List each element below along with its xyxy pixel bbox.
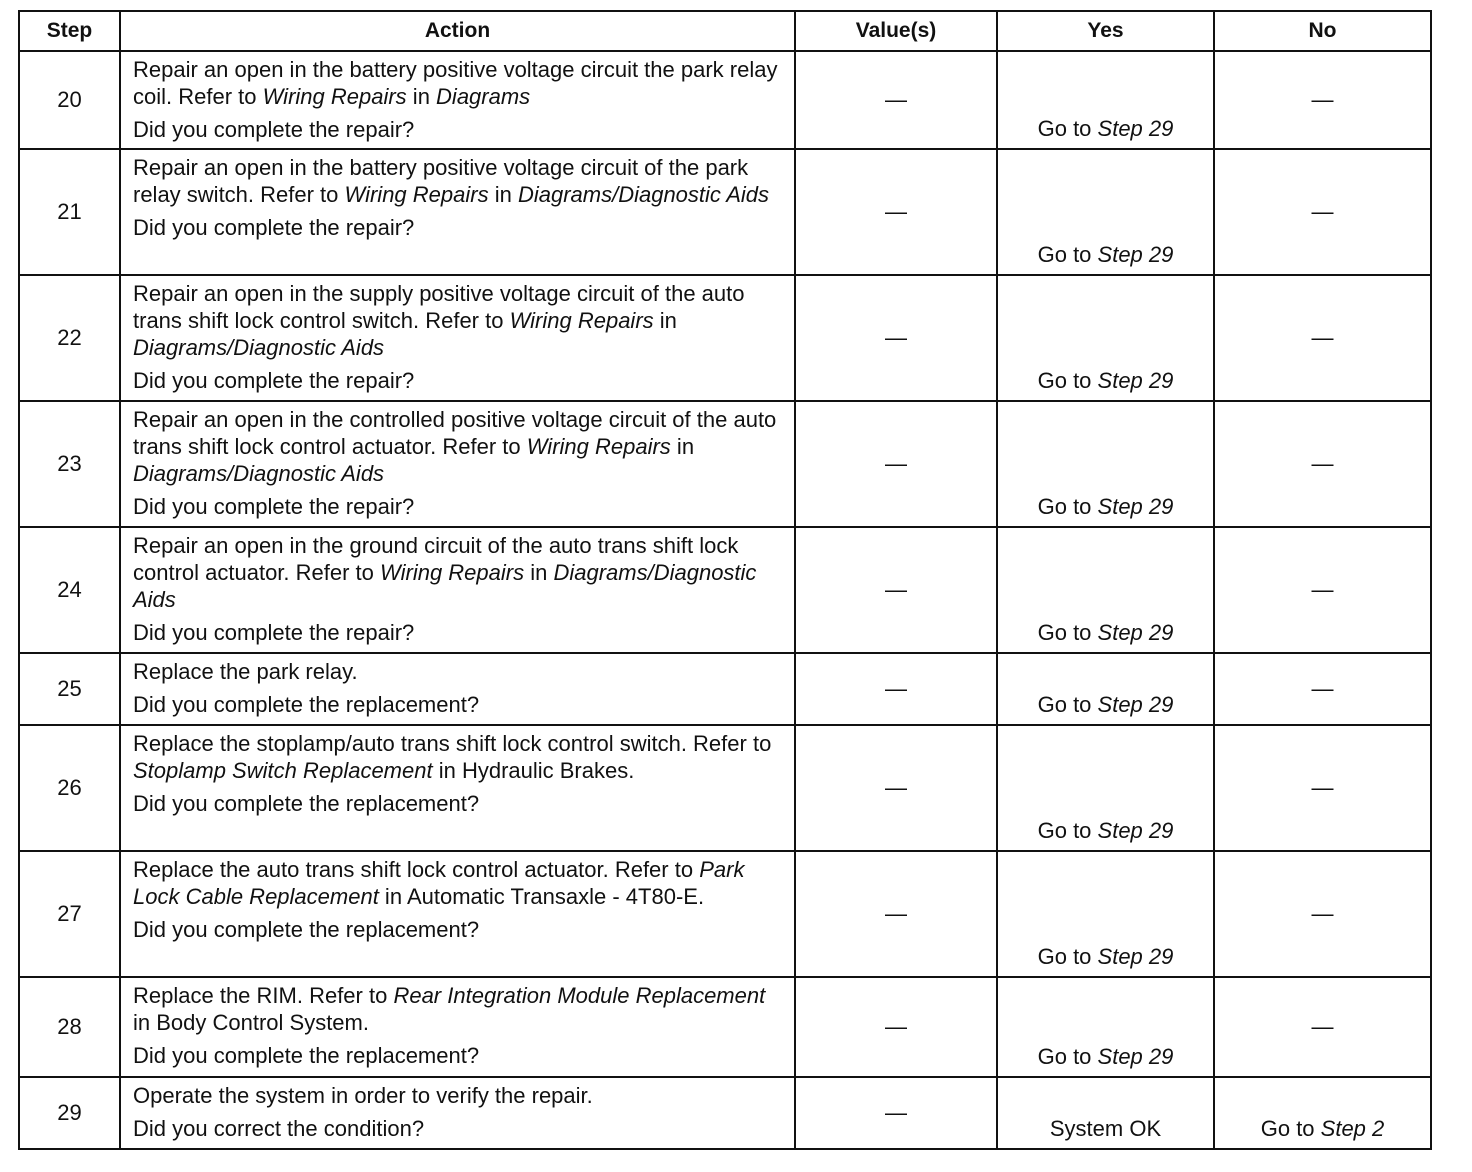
action-cell	[120, 725, 795, 851]
no-cell	[1214, 851, 1431, 977]
action-text	[133, 982, 784, 1036]
value-cell: —	[795, 527, 997, 653]
value-cell: —	[795, 401, 997, 527]
text-run: Go to	[1037, 242, 1098, 267]
yes-cell	[997, 401, 1214, 527]
reference-link-text: Step 29	[1097, 692, 1174, 717]
action-text	[133, 280, 784, 361]
no-cell	[1214, 527, 1431, 653]
reference-link-text: Step 29	[1097, 818, 1174, 843]
text-run: —	[1311, 87, 1334, 112]
action-question: Did you complete the replacement?	[133, 917, 480, 942]
reference-link-text: Step 29	[1097, 620, 1174, 645]
reference-link-text: Step 29	[1097, 1044, 1174, 1069]
step-number: 22	[19, 275, 120, 401]
reference-link-text: Park Lock Cable Replacement	[133, 857, 745, 909]
action-text	[133, 406, 784, 487]
step-number: 21	[19, 149, 120, 275]
action-cell	[120, 527, 795, 653]
text-run: Go to	[1037, 944, 1098, 969]
text-run: —	[1311, 577, 1334, 602]
header-values: Value(s)	[795, 11, 997, 51]
text-run: —	[1311, 199, 1334, 224]
action-text	[133, 532, 784, 613]
value-cell: —	[795, 51, 997, 149]
yes-cell	[997, 977, 1214, 1077]
action-text	[133, 154, 784, 208]
text-run: in	[488, 182, 518, 207]
action-question: Did you complete the repair?	[133, 368, 415, 393]
action-text	[133, 856, 784, 910]
action-cell	[120, 977, 795, 1077]
action-cell	[120, 51, 795, 149]
step-number: 25	[19, 653, 120, 725]
header-action: Action	[120, 11, 795, 51]
yes-cell	[997, 725, 1214, 851]
action-text	[133, 658, 784, 685]
reference-link-text: Wiring Repairs	[380, 560, 525, 585]
step-number: 27	[19, 851, 120, 977]
header-step: Step	[19, 11, 120, 51]
table-row	[19, 527, 1431, 653]
text-run: Go to	[1037, 1044, 1098, 1069]
step-number: 24	[19, 527, 120, 653]
no-cell	[1214, 653, 1431, 725]
value-cell: —	[795, 653, 997, 725]
yes-cell	[997, 1077, 1214, 1149]
text-run: Go to	[1037, 692, 1098, 717]
reference-link-text: Step 29	[1097, 944, 1174, 969]
text-run: Operate the system in order to verify the repair.	[133, 1083, 593, 1108]
action-cell	[120, 275, 795, 401]
text-run: —	[1311, 901, 1334, 926]
text-run: Replace the auto trans shift lock control actuator. Refer to	[133, 857, 700, 882]
reference-link-text: Step 29	[1097, 368, 1174, 393]
action-question: Did you correct the condition?	[133, 1116, 425, 1141]
action-question: Did you complete the replacement?	[133, 692, 480, 717]
no-cell	[1214, 725, 1431, 851]
value-cell: —	[795, 1077, 997, 1149]
value-cell: —	[795, 851, 997, 977]
text-run: in Body Control System.	[133, 1010, 369, 1035]
diagnostic-table	[18, 10, 1432, 1150]
text-run: in	[524, 560, 554, 585]
yes-cell	[997, 149, 1214, 275]
table-header-row	[19, 11, 1431, 51]
action-cell	[120, 653, 795, 725]
value-cell: —	[795, 275, 997, 401]
reference-link-text: Step 29	[1097, 242, 1174, 267]
yes-cell	[997, 51, 1214, 149]
value-cell: —	[795, 149, 997, 275]
reference-link-text: Stoplamp Switch Replacement	[133, 758, 433, 783]
reference-link-text: Step 29	[1097, 116, 1174, 141]
no-cell	[1214, 1077, 1431, 1149]
step-number: 23	[19, 401, 120, 527]
table-row	[19, 51, 1431, 149]
reference-link-text: Diagrams	[436, 84, 531, 109]
reference-link-text: Wiring Repairs	[344, 182, 489, 207]
table-row	[19, 725, 1431, 851]
action-cell	[120, 401, 795, 527]
action-question: Did you complete the repair?	[133, 494, 415, 519]
text-run: Replace the stoplamp/auto trans shift lock control switch. Refer to	[133, 731, 772, 756]
text-run: Repair an open in the battery positive voltage circuit of the park relay switch. Refer to	[133, 155, 749, 207]
yes-cell	[997, 851, 1214, 977]
value-cell: —	[795, 725, 997, 851]
reference-link-text: Step 29	[1097, 494, 1174, 519]
action-text	[133, 56, 784, 110]
text-run: Repair an open in the ground circuit of the auto trans shift lock control actuator. Refer to	[133, 533, 739, 585]
text-run: in	[406, 84, 437, 109]
table-row	[19, 851, 1431, 977]
text-run: —	[1311, 775, 1334, 800]
reference-link-text: Diagrams/Diagnostic Aids	[133, 560, 757, 612]
action-text	[133, 730, 784, 784]
text-run: Go to	[1037, 116, 1098, 141]
text-run: —	[1311, 1014, 1334, 1039]
no-cell	[1214, 977, 1431, 1077]
table-row	[19, 977, 1431, 1077]
action-cell	[120, 1077, 795, 1149]
action-cell	[120, 851, 795, 977]
step-number: 20	[19, 51, 120, 149]
table-row	[19, 275, 1431, 401]
text-run: Replace the park relay.	[133, 659, 358, 684]
reference-link-text: Rear Integration Module Replacement	[393, 983, 766, 1008]
reference-link-text: Wiring Repairs	[526, 434, 671, 459]
yes-cell	[997, 527, 1214, 653]
text-run: —	[1311, 451, 1334, 476]
table-row	[19, 653, 1431, 725]
text-run: —	[1311, 676, 1334, 701]
text-run: Repair an open in the battery positive voltage circuit the park relay coil. Refer to	[133, 57, 778, 109]
action-question: Did you complete the replacement?	[133, 791, 480, 816]
step-number: 29	[19, 1077, 120, 1149]
step-number: 28	[19, 977, 120, 1077]
reference-link-text: Wiring Repairs	[262, 84, 407, 109]
text-run: Go to	[1037, 818, 1098, 843]
reference-link-text: Diagrams/Diagnostic Aids	[133, 335, 385, 360]
header-no: No	[1214, 11, 1431, 51]
no-cell	[1214, 401, 1431, 527]
action-question: Did you complete the repair?	[133, 117, 415, 142]
reference-link-text: Wiring Repairs	[509, 308, 654, 333]
text-run: in	[653, 308, 677, 333]
text-run: Go to	[1037, 368, 1098, 393]
action-question: Did you complete the repair?	[133, 620, 415, 645]
reference-link-text: Step 2	[1320, 1116, 1385, 1141]
text-run: Go to	[1037, 494, 1098, 519]
no-cell	[1214, 149, 1431, 275]
yes-cell	[997, 653, 1214, 725]
text-run: —	[1311, 325, 1334, 350]
text-run: Replace the RIM. Refer to	[133, 983, 394, 1008]
action-text	[133, 1082, 784, 1109]
yes-cell	[997, 275, 1214, 401]
text-run: in	[670, 434, 695, 459]
text-run: Go to	[1260, 1116, 1321, 1141]
reference-link-text: Diagrams/Diagnostic Aids	[133, 461, 385, 486]
action-cell	[120, 149, 795, 275]
value-cell: —	[795, 977, 997, 1077]
step-number: 26	[19, 725, 120, 851]
text-run: Go to	[1037, 620, 1098, 645]
table-row	[19, 401, 1431, 527]
action-question: Did you complete the repair?	[133, 215, 415, 240]
no-cell	[1214, 51, 1431, 149]
text-run: Repair an open in the controlled positive voltage circuit of the auto trans shift lock control actuator. Refer to	[133, 407, 777, 459]
no-cell	[1214, 275, 1431, 401]
text-run: Repair an open in the supply positive voltage circuit of the auto trans shift lock control switch. Refer to	[133, 281, 745, 333]
text-run: in Automatic Transaxle - 4T80-E.	[378, 884, 705, 909]
text-run: in Hydraulic Brakes.	[432, 758, 635, 783]
text-run: System OK	[1049, 1116, 1162, 1141]
table-row	[19, 1077, 1431, 1149]
action-question: Did you complete the replacement?	[133, 1043, 480, 1068]
reference-link-text: Diagrams/Diagnostic Aids	[517, 182, 770, 207]
table-row	[19, 149, 1431, 275]
header-yes: Yes	[997, 11, 1214, 51]
